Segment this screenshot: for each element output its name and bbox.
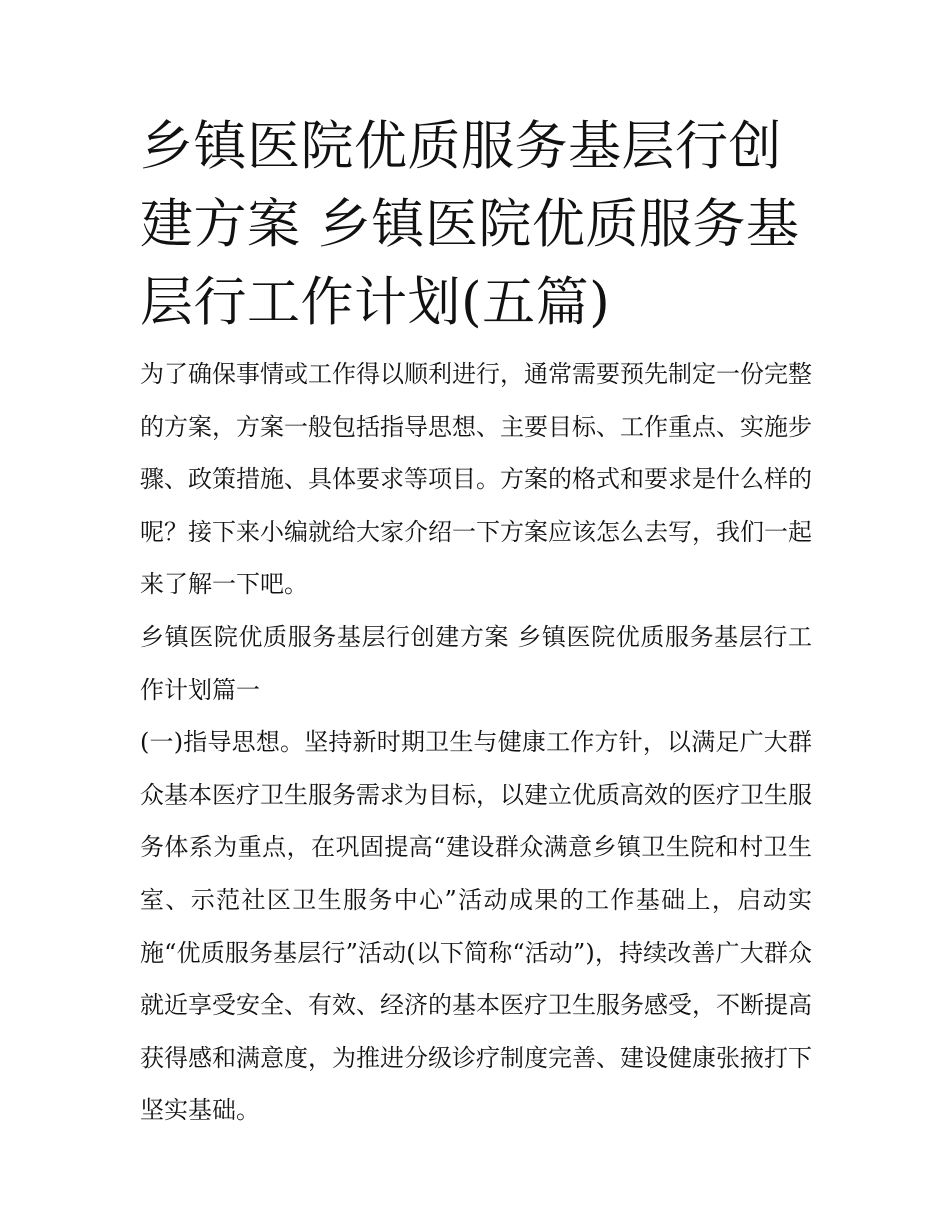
section-body-paragraph: (一)指导思想。坚持新时期卫生与健康工作方针，以满足广大群众基本医疗卫生服务需求为目标，以建立优质高效的医疗卫生服务体系为重点，在巩固提高“建设群众满意乡镇卫生院和村卫生室、示范社区卫生服务中心”活动成果的工作基础上，启动实施“优质服务基层行”活动(以下简称“活动”)，持续改善广大群众就近享受安全、有效、经济的基本医疗卫生服务感受，不断提高获得感和满意度，为推进分级诊疗制度完善、建设健康张掖打下坚实基础。 xyxy=(140,728,812,1125)
section-heading: 乡镇医院优质服务基层行创建方案 乡镇医院优质服务基层行工作计划篇一 xyxy=(140,622,812,704)
intro-paragraph: 为了确保事情或工作得以顺利进行，通常需要预先制定一份完整的方案，方案一般包括指导思想、主要目标、工作重点、实施步骤、政策措施、具体要求等项目。方案的格式和要求是什么样的呢？接下来小编就给大家介绍一下方案应该怎么去写，我们一起来了解一下吧。 xyxy=(140,360,812,599)
document-content xyxy=(140,108,812,1137)
document-title: 乡镇医院优质服务基层行创建方案 乡镇医院优质服务基层行工作计划(五篇) xyxy=(140,116,800,333)
